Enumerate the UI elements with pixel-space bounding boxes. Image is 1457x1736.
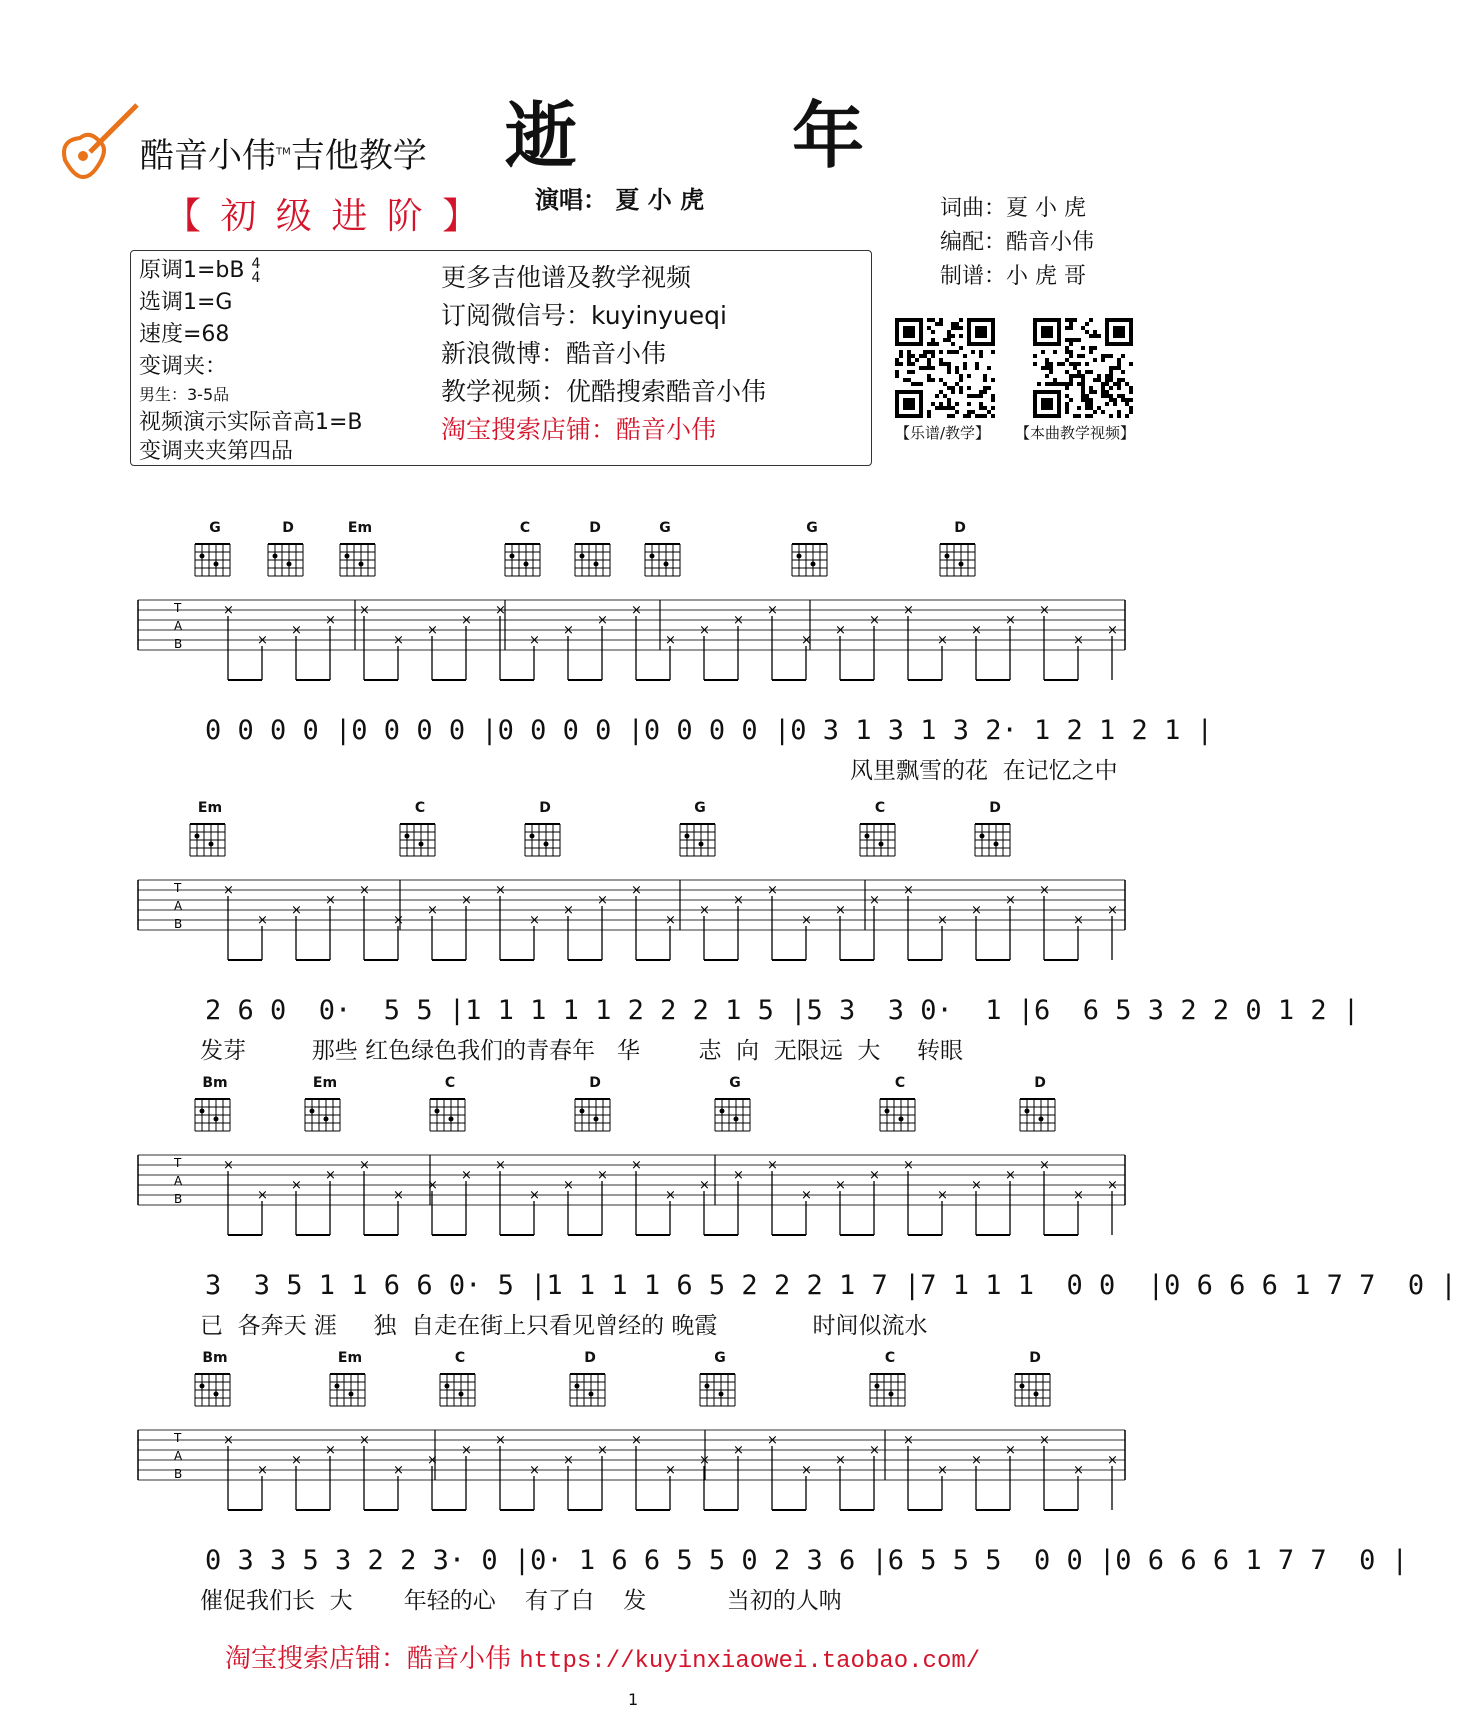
svg-text:×: ×	[801, 633, 812, 648]
svg-text:×: ×	[529, 633, 540, 648]
svg-text:×: ×	[835, 903, 846, 918]
chord-diagram-g	[191, 520, 239, 582]
svg-text:×: ×	[597, 613, 608, 628]
svg-text:×: ×	[325, 1168, 336, 1183]
singer-label: 演唱： 夏 小 虎	[535, 185, 705, 214]
svg-text:×: ×	[563, 623, 574, 638]
chord-grid-icon	[186, 816, 234, 862]
svg-text:×: ×	[631, 1158, 642, 1173]
qr-code-video	[1015, 318, 1135, 443]
chord-name: Em	[312, 1075, 338, 1091]
svg-text:×: ×	[223, 603, 234, 618]
svg-text:B: B	[174, 1467, 183, 1481]
tab-staff	[0, 1420, 1272, 1560]
chord-diagram-d	[971, 800, 1019, 862]
chord-diagram-em	[336, 520, 384, 582]
jianpu-line: 3 3 5 1 1 6 6 0· 5 |1 1 1 1 6 5 2 2 2 1 7 |7 1 1 1 0 0 |0 6 6 6 1 7 7 0 |	[205, 1270, 1457, 1301]
svg-text:×: ×	[1107, 623, 1118, 638]
svg-text:×: ×	[291, 1178, 302, 1193]
chord-name: D	[954, 520, 966, 536]
svg-text:×: ×	[801, 1463, 812, 1478]
chord-grid-icon	[191, 1091, 239, 1137]
chord-diagram-c	[501, 520, 549, 582]
svg-text:×: ×	[427, 903, 438, 918]
svg-text:×: ×	[495, 883, 506, 898]
info-box	[130, 250, 872, 466]
tab-staff	[0, 590, 1272, 730]
svg-text:×: ×	[903, 1433, 914, 1448]
chord-name: Em	[197, 800, 223, 816]
svg-text:T: T	[174, 1431, 182, 1445]
svg-text:×: ×	[869, 613, 880, 628]
svg-text:×: ×	[495, 1158, 506, 1173]
svg-text:×: ×	[359, 603, 370, 618]
svg-text:×: ×	[971, 623, 982, 638]
svg-text:A: A	[174, 899, 183, 913]
svg-text:×: ×	[903, 603, 914, 618]
lyrics-line: 风里飘雪的花 在记忆之中	[850, 758, 1118, 784]
svg-text:×: ×	[1073, 1188, 1084, 1203]
chord-diagram-g	[696, 1350, 744, 1412]
chord-name: Em	[347, 520, 373, 536]
svg-text:B: B	[174, 637, 183, 651]
svg-text:×: ×	[937, 913, 948, 928]
chord-diagram-g	[788, 520, 836, 582]
svg-text:×: ×	[597, 893, 608, 908]
capo-male: 男生：3-5品	[139, 385, 230, 404]
svg-text:×: ×	[835, 623, 846, 638]
svg-text:×: ×	[869, 893, 880, 908]
chord-grid-icon	[426, 1091, 474, 1137]
chord-diagram-g	[641, 520, 689, 582]
qr-label-score: 【乐谱/教学】	[895, 424, 991, 442]
svg-text:×: ×	[1039, 1433, 1050, 1448]
svg-text:×: ×	[971, 903, 982, 918]
svg-text:×: ×	[1005, 893, 1016, 908]
svg-text:×: ×	[563, 1453, 574, 1468]
svg-text:×: ×	[1039, 883, 1050, 898]
chord-name: C	[884, 1350, 896, 1366]
jianpu-line: 2 6 0 0· 5 5 |1 1 1 1 1 2 2 2 1 5 |5 3 3 0· 1 |6 6 5 3 2 2 0 1 2 |	[205, 995, 1360, 1026]
svg-text:A: A	[174, 1449, 183, 1463]
svg-text:×: ×	[359, 883, 370, 898]
chord-grid-icon	[866, 1366, 914, 1412]
svg-text:×: ×	[563, 1178, 574, 1193]
svg-text:×: ×	[495, 1433, 506, 1448]
chord-diagram-g	[711, 1075, 759, 1137]
svg-text:×: ×	[461, 1168, 472, 1183]
chord-name: D	[282, 520, 294, 536]
chord-name: Bm	[202, 1350, 228, 1366]
svg-text:×: ×	[835, 1178, 846, 1193]
svg-text:×: ×	[937, 1463, 948, 1478]
svg-text:×: ×	[1073, 1463, 1084, 1478]
chord-name: G	[729, 1075, 741, 1091]
chord-name: Bm	[202, 1075, 228, 1091]
svg-text:×: ×	[767, 1433, 778, 1448]
chord-diagram-c	[876, 1075, 924, 1137]
chord-diagram-em	[326, 1350, 374, 1412]
chord-diagram-em	[301, 1075, 349, 1137]
footer-url[interactable]: https://kuyinxiaowei.taobao.com/	[519, 1648, 981, 1675]
svg-text:×: ×	[393, 633, 404, 648]
chord-name: C	[444, 1075, 456, 1091]
svg-text:×: ×	[937, 1188, 948, 1203]
svg-text:×: ×	[631, 883, 642, 898]
svg-text:T: T	[174, 601, 182, 615]
chord-name: D	[589, 1075, 601, 1091]
capo-label: 变调夹：	[139, 354, 228, 379]
lyrics-line: 已 各奔天 涯 独 自走在街上只看见曾经的 晚霞 时间似流水	[200, 1313, 928, 1339]
svg-text:×: ×	[631, 1433, 642, 1448]
video-pitch: 视频演示实际音高1=B	[139, 410, 363, 435]
chord-name: D	[539, 800, 551, 816]
chord-name: C	[519, 520, 531, 536]
svg-text:×: ×	[223, 1158, 234, 1173]
guitar-logo-icon	[55, 90, 145, 190]
info-video: 教学视频：优酷搜索酷音小伟	[441, 377, 767, 406]
chord-name: D	[1029, 1350, 1041, 1366]
svg-text:×: ×	[495, 603, 506, 618]
svg-text:×: ×	[291, 623, 302, 638]
chord-diagram-g	[676, 800, 724, 862]
info-shop: 淘宝搜索店铺：酷音小伟	[441, 415, 717, 444]
svg-text:×: ×	[699, 623, 710, 638]
svg-text:T: T	[174, 881, 182, 895]
svg-text:×: ×	[801, 913, 812, 928]
svg-text:×: ×	[733, 1168, 744, 1183]
capo-fret: 变调夹夹第四品	[139, 439, 294, 464]
tempo: 速度=68	[139, 322, 230, 347]
svg-text:×: ×	[767, 883, 778, 898]
svg-text:×: ×	[223, 1433, 234, 1448]
svg-text:×: ×	[903, 1158, 914, 1173]
chord-grid-icon	[856, 816, 904, 862]
chord-diagram-d	[571, 520, 619, 582]
chord-grid-icon	[191, 1366, 239, 1412]
chord-diagram-d	[571, 1075, 619, 1137]
svg-text:×: ×	[563, 903, 574, 918]
chord-name: D	[1034, 1075, 1046, 1091]
svg-text:×: ×	[529, 1188, 540, 1203]
svg-text:×: ×	[1107, 1178, 1118, 1193]
jianpu-line: 0 0 0 0 |0 0 0 0 |0 0 0 0 |0 0 0 0 |0 3 1 3 1 3 2· 1 2 1 2 1 |	[205, 715, 1213, 746]
info-left	[139, 255, 363, 465]
chord-grid-icon	[1011, 1366, 1059, 1412]
svg-text:×: ×	[937, 633, 948, 648]
chord-diagram-d	[1016, 1075, 1064, 1137]
chord-grid-icon	[571, 1091, 619, 1137]
svg-text:×: ×	[1107, 1453, 1118, 1468]
svg-text:×: ×	[393, 1463, 404, 1478]
level-label: 【 初 级 进 阶 】	[165, 196, 483, 237]
svg-text:×: ×	[529, 913, 540, 928]
svg-text:×: ×	[529, 1463, 540, 1478]
chord-name: G	[659, 520, 671, 536]
svg-text:×: ×	[291, 1453, 302, 1468]
chord-name: C	[454, 1350, 466, 1366]
chord-name: Em	[337, 1350, 363, 1366]
chord-diagram-d	[566, 1350, 614, 1412]
chord-diagram-c	[866, 1350, 914, 1412]
chord-diagram-c	[426, 1075, 474, 1137]
svg-text:×: ×	[869, 1168, 880, 1183]
svg-text:×: ×	[359, 1433, 370, 1448]
chord-diagram-c	[856, 800, 904, 862]
svg-text:×: ×	[461, 893, 472, 908]
chord-grid-icon	[876, 1091, 924, 1137]
svg-text:×: ×	[393, 913, 404, 928]
svg-text:B: B	[174, 917, 183, 931]
chord-grid-icon	[264, 536, 312, 582]
svg-text:×: ×	[461, 613, 472, 628]
svg-text:×: ×	[1073, 913, 1084, 928]
svg-text:×: ×	[801, 1188, 812, 1203]
chord-diagram-em	[186, 800, 234, 862]
chord-grid-icon	[711, 1091, 759, 1137]
svg-text:×: ×	[835, 1453, 846, 1468]
svg-text:×: ×	[1005, 1443, 1016, 1458]
chord-grid-icon	[336, 536, 384, 582]
chord-diagram-c	[396, 800, 444, 862]
chord-name: G	[209, 520, 221, 536]
svg-text:×: ×	[325, 893, 336, 908]
chord-grid-icon	[501, 536, 549, 582]
page-number: 1	[628, 1690, 639, 1709]
svg-text:×: ×	[767, 1158, 778, 1173]
svg-text:A: A	[174, 1174, 183, 1188]
brand-name: 酷音小伟™吉他教学	[140, 136, 427, 176]
svg-text:×: ×	[257, 633, 268, 648]
svg-text:×: ×	[971, 1453, 982, 1468]
svg-text:×: ×	[291, 903, 302, 918]
chosen-key: 选调1=G	[139, 290, 233, 315]
svg-text:T: T	[174, 1156, 182, 1170]
time-signature: 4 4	[251, 256, 261, 286]
chord-grid-icon	[1016, 1091, 1064, 1137]
lyrics-line: 催促我们长 大 年轻的心 有了白 发 当初的人呐	[200, 1588, 842, 1614]
svg-text:×: ×	[223, 883, 234, 898]
svg-text:×: ×	[903, 883, 914, 898]
chord-grid-icon	[301, 1091, 349, 1137]
chord-diagram-bm	[191, 1350, 239, 1412]
chord-diagram-d	[936, 520, 984, 582]
svg-text:×: ×	[1005, 613, 1016, 628]
svg-text:×: ×	[1107, 903, 1118, 918]
chord-name: G	[806, 520, 818, 536]
chord-name: C	[894, 1075, 906, 1091]
original-key: 原调1=bB	[139, 258, 245, 283]
tab-staff	[0, 1145, 1272, 1285]
qr-label-video: 【本曲教学视频】	[1015, 424, 1136, 442]
svg-text:×: ×	[733, 1443, 744, 1458]
svg-text:×: ×	[631, 603, 642, 618]
svg-text:×: ×	[257, 1188, 268, 1203]
chord-grid-icon	[971, 816, 1019, 862]
svg-text:×: ×	[461, 1443, 472, 1458]
svg-text:×: ×	[427, 623, 438, 638]
svg-text:×: ×	[359, 1158, 370, 1173]
svg-text:×: ×	[393, 1188, 404, 1203]
svg-text:×: ×	[257, 1463, 268, 1478]
chord-grid-icon	[191, 536, 239, 582]
info-weibo: 新浪微博：酷音小伟	[441, 339, 667, 368]
svg-text:×: ×	[427, 1178, 438, 1193]
chord-name: C	[874, 800, 886, 816]
info-more: 更多吉他谱及教学视频	[441, 263, 692, 292]
chord-diagram-bm	[191, 1075, 239, 1137]
info-wechat: 订阅微信号：kuyinyueqi	[441, 301, 727, 330]
tab-staff	[0, 870, 1272, 1010]
info-right	[441, 259, 766, 449]
chord-grid-icon	[936, 536, 984, 582]
svg-text:×: ×	[597, 1168, 608, 1183]
svg-text:×: ×	[665, 633, 676, 648]
svg-text:×: ×	[325, 613, 336, 628]
qr-code-score	[895, 318, 995, 443]
chord-diagram-c	[436, 1350, 484, 1412]
svg-text:×: ×	[699, 1453, 710, 1468]
jianpu-line: 0 3 3 5 3 2 2 3· 0 |0· 1 6 6 5 5 0 2 3 6 |6 5 5 5 0 0 |0 6 6 6 1 7 7 0 |	[205, 1545, 1408, 1576]
chord-diagram-d	[264, 520, 312, 582]
svg-text:A: A	[174, 619, 183, 633]
svg-text:B: B	[174, 1192, 183, 1206]
chord-grid-icon	[676, 816, 724, 862]
svg-text:×: ×	[427, 1453, 438, 1468]
chord-grid-icon	[788, 536, 836, 582]
chord-name: D	[589, 520, 601, 536]
chord-name: C	[414, 800, 426, 816]
svg-text:×: ×	[699, 1178, 710, 1193]
svg-text:×: ×	[733, 893, 744, 908]
svg-text:×: ×	[699, 903, 710, 918]
svg-text:×: ×	[665, 913, 676, 928]
chord-grid-icon	[571, 536, 619, 582]
chord-grid-icon	[326, 1366, 374, 1412]
credits	[940, 192, 1094, 294]
credit-arrangement: 编配：酷音小伟	[940, 230, 1095, 255]
chord-grid-icon	[396, 816, 444, 862]
chord-grid-icon	[696, 1366, 744, 1412]
svg-text:×: ×	[257, 913, 268, 928]
footer	[225, 1638, 980, 1675]
chord-name: G	[694, 800, 706, 816]
svg-text:×: ×	[767, 603, 778, 618]
svg-text:×: ×	[869, 1443, 880, 1458]
svg-text:×: ×	[1039, 1158, 1050, 1173]
chord-diagram-d	[521, 800, 569, 862]
chord-diagram-d	[1011, 1350, 1059, 1412]
footer-shop: 淘宝搜索店铺：酷音小伟	[225, 1644, 512, 1674]
chord-name: G	[714, 1350, 726, 1366]
svg-text:×: ×	[597, 1443, 608, 1458]
svg-text:×: ×	[971, 1178, 982, 1193]
credit-lyrics: 词曲：夏 小 虎	[940, 196, 1086, 221]
chord-grid-icon	[566, 1366, 614, 1412]
svg-text:×: ×	[1073, 633, 1084, 648]
chord-name: D	[989, 800, 1001, 816]
svg-text:×: ×	[665, 1188, 676, 1203]
svg-text:×: ×	[1005, 1168, 1016, 1183]
lyrics-line: 发芽 那些 红色绿色我们的青春年 华 志 向 无限远 大 转眼	[200, 1038, 963, 1064]
chord-name: D	[584, 1350, 596, 1366]
song-title: 逝 年	[505, 93, 960, 178]
chord-grid-icon	[641, 536, 689, 582]
chord-grid-icon	[436, 1366, 484, 1412]
svg-text:×: ×	[325, 1443, 336, 1458]
svg-text:×: ×	[733, 613, 744, 628]
svg-text:×: ×	[665, 1463, 676, 1478]
svg-text:×: ×	[1039, 603, 1050, 618]
chord-grid-icon	[521, 816, 569, 862]
credit-transcription: 制谱：小 虎 哥	[940, 264, 1086, 289]
